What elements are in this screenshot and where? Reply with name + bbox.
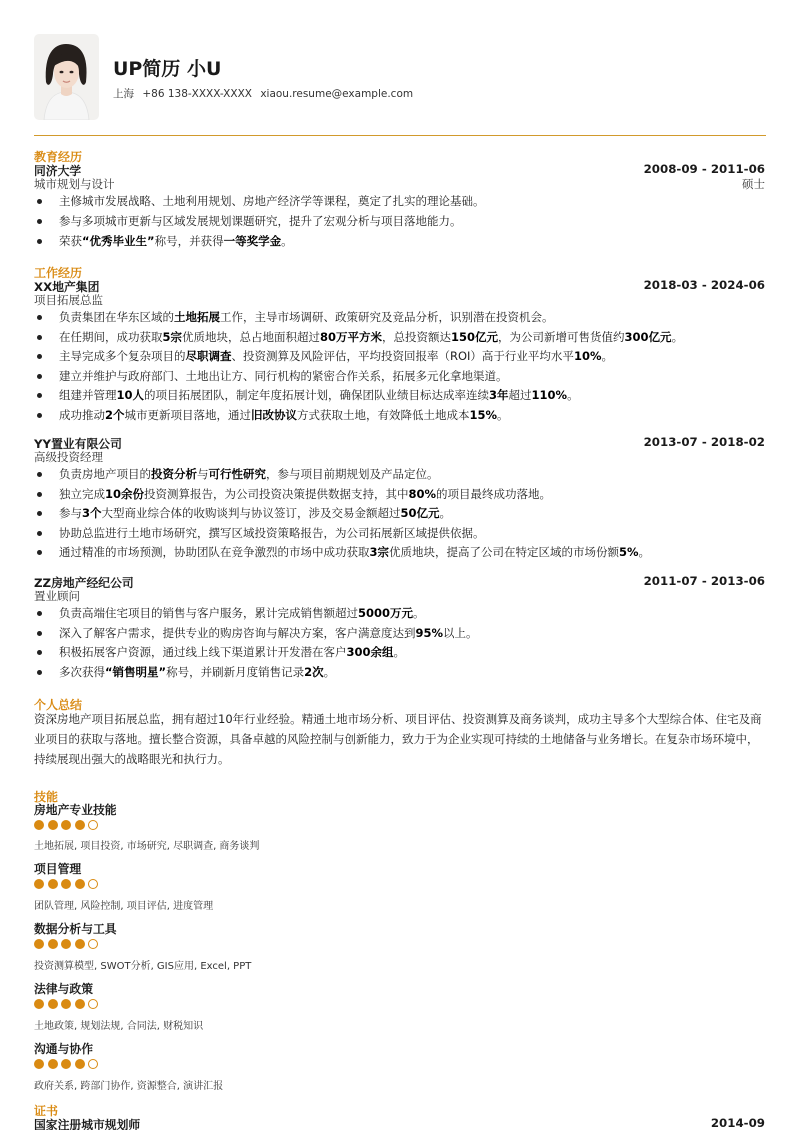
skill-items: 土地拓展, 项目投资, 市场研究, 尽职调查, 商务谈判 xyxy=(34,841,260,852)
list-item: 通过精准的市场预测，协助团队在竞争激烈的市场中成功获取3宗优质地块，提高了公司在特定区域的市场份额5%。 xyxy=(59,544,769,560)
skill-level xyxy=(34,1059,98,1070)
list-item: 主导完成多个复杂项目的尽职调查、投资测算及风险评估，平均投资回报率（ROI）高于行业平均水平10%。 xyxy=(59,348,769,364)
level-dot-filled xyxy=(48,939,58,949)
job-role: 项目拓展总监 xyxy=(34,293,103,307)
level-dot-filled xyxy=(61,820,71,830)
list-item: 主修城市发展战略、土地利用规划、房地产经济学等课程，奠定了扎实的理论基础。 xyxy=(59,193,769,209)
list-item: 深入了解客户需求，提供专业的购房咨询与解决方案，客户满意度达到95%以上。 xyxy=(59,625,769,641)
list-item: 负责集团在华东区域的土地拓展工作，主导市场调研、政策研究及竞品分析，识别潜在投资机会。 xyxy=(59,309,769,325)
section-title-summary: 个人总结 xyxy=(34,698,83,712)
section-title-certs: 证书 xyxy=(34,1104,59,1118)
level-dot-filled xyxy=(75,879,85,889)
level-dot-filled xyxy=(61,939,71,949)
list-item: 荣获“优秀毕业生”称号，并获得一等奖学金。 xyxy=(59,233,769,249)
level-dot-empty xyxy=(88,939,98,949)
section-title-work: 工作经历 xyxy=(34,266,83,280)
section-title-skills: 技能 xyxy=(34,790,59,804)
level-dot-empty xyxy=(88,879,98,889)
level-dot-filled xyxy=(34,820,44,830)
level-dot-filled xyxy=(61,999,71,1009)
level-dot-empty xyxy=(88,999,98,1009)
job-date: 2013-07 - 2018-02 xyxy=(643,435,765,449)
location: 上海 xyxy=(113,88,134,100)
degree: 硕士 xyxy=(742,177,765,191)
level-dot-empty xyxy=(88,820,98,830)
list-item: 参与3个大型商业综合体的收购谈判与协议签订，涉及交易金额超过50亿元。 xyxy=(59,505,769,521)
level-dot-filled xyxy=(48,999,58,1009)
job-role: 高级投资经理 xyxy=(34,450,103,464)
school-name: 同济大学 xyxy=(34,164,82,178)
cert-name: 国家注册城市规划师 xyxy=(34,1118,141,1130)
level-dot-empty xyxy=(88,1059,98,1069)
level-dot-filled xyxy=(75,820,85,830)
list-item: 负责高端住宅项目的销售与客户服务，累计完成销售额超过5000万元。 xyxy=(59,605,769,621)
list-item: 成功推动2个城市更新项目落地，通过旧改协议方式获取土地，有效降低土地成本15%。 xyxy=(59,407,769,423)
list-item: 积极拓展客户资源，通过线上线下渠道累计开发潜在客户300余组。 xyxy=(59,644,769,660)
skill-level xyxy=(34,820,98,831)
list-item: 在任期间，成功获取5宗优质地块，总占地面积超过80万平方米，总投资额达150亿元，为公司新增可售货值约300亿元。 xyxy=(59,329,769,345)
skill-name: 法律与政策 xyxy=(34,982,93,996)
level-dot-filled xyxy=(61,1059,71,1069)
job-role: 置业顾问 xyxy=(34,589,80,603)
skill-name: 数据分析与工具 xyxy=(34,922,117,936)
list-item: 建立并维护与政府部门、土地出让方、同行机构的紧密合作关系，拓展多元化拿地渠道。 xyxy=(59,368,769,384)
avatar xyxy=(34,34,99,120)
resume-header xyxy=(34,34,766,120)
level-dot-filled xyxy=(34,1059,44,1069)
skill-items: 团队管理, 风险控制, 项目评估, 进度管理 xyxy=(34,901,214,912)
list-item: 参与多项城市更新与区域发展规划课题研究，提升了宏观分析与项目落地能力。 xyxy=(59,213,769,229)
company-name: ZZ房地产经纪公司 xyxy=(34,576,134,590)
job-date: 2018-03 - 2024-06 xyxy=(643,278,765,292)
skill-name: 沟通与协作 xyxy=(34,1042,93,1056)
level-dot-filled xyxy=(48,879,58,889)
level-dot-filled xyxy=(34,999,44,1009)
skill-level xyxy=(34,939,98,950)
level-dot-filled xyxy=(34,879,44,889)
skill-level xyxy=(34,879,98,890)
skill-items: 土地政策, 规划法规, 合同法, 财税知识 xyxy=(34,1021,204,1032)
job-date: 2011-07 - 2013-06 xyxy=(643,574,765,588)
skill-name: 项目管理 xyxy=(34,862,82,876)
contact-line xyxy=(113,86,418,101)
company-name: YY置业有限公司 xyxy=(34,437,122,451)
list-item: 组建并管理10人的项目拓展团队，制定年度拓展计划，确保团队业绩目标达成率连续3年超过110%。 xyxy=(59,387,769,403)
company-name: XX地产集团 xyxy=(34,280,100,294)
major: 城市规划与设计 xyxy=(34,177,115,191)
skill-items: 政府关系, 跨部门协作, 资源整合, 演讲汇报 xyxy=(34,1081,224,1092)
level-dot-filled xyxy=(75,939,85,949)
level-dot-filled xyxy=(34,939,44,949)
level-dot-filled xyxy=(75,999,85,1009)
level-dot-filled xyxy=(48,820,58,830)
skill-items: 投资测算模型, SWOT分析, GIS应用, Excel, PPT xyxy=(34,961,252,972)
skill-name: 房地产专业技能 xyxy=(34,803,117,817)
level-dot-filled xyxy=(61,879,71,889)
education-date: 2008-09 - 2011-06 xyxy=(643,162,765,176)
level-dot-filled xyxy=(75,1059,85,1069)
list-item: 负责房地产项目的投资分析与可行性研究，参与项目前期规划及产品定位。 xyxy=(59,466,769,482)
summary-text: 资深房地产项目拓展总监，拥有超过10年行业经验。精通土地市场分析、项目评估、投资测算及商务谈判，成功主导多个大型综合体、住宅及商业项目的获取与落地。擅长整合资源，具备卓越的风险控制与创新能力，致力于为企业实现可持续的土地储备与业务增长。在复杂市场环境中，持续展现出强大的战略眼光和执行力。 xyxy=(34,712,762,766)
cert-date: 2014-09 xyxy=(710,1116,765,1130)
level-dot-filled xyxy=(48,1059,58,1069)
list-item: 协助总监进行土地市场研究，撰写区域投资策略报告，为公司拓展新区域提供依据。 xyxy=(59,525,769,541)
phone: +86 138-XXXX-XXXX xyxy=(142,88,252,100)
header-divider xyxy=(34,135,766,136)
candidate-name: UP简历 小U xyxy=(113,58,222,80)
skill-level xyxy=(34,999,98,1010)
list-item: 独立完成10余份投资测算报告，为公司投资决策提供数据支持，其中80%的项目最终成功落地。 xyxy=(59,486,769,502)
email-link[interactable]: xiaou.resume@example.com xyxy=(260,88,414,100)
section-title-education: 教育经历 xyxy=(34,150,83,164)
list-item: 多次获得“销售明星”称号，并刷新月度销售记录2次。 xyxy=(59,664,769,680)
